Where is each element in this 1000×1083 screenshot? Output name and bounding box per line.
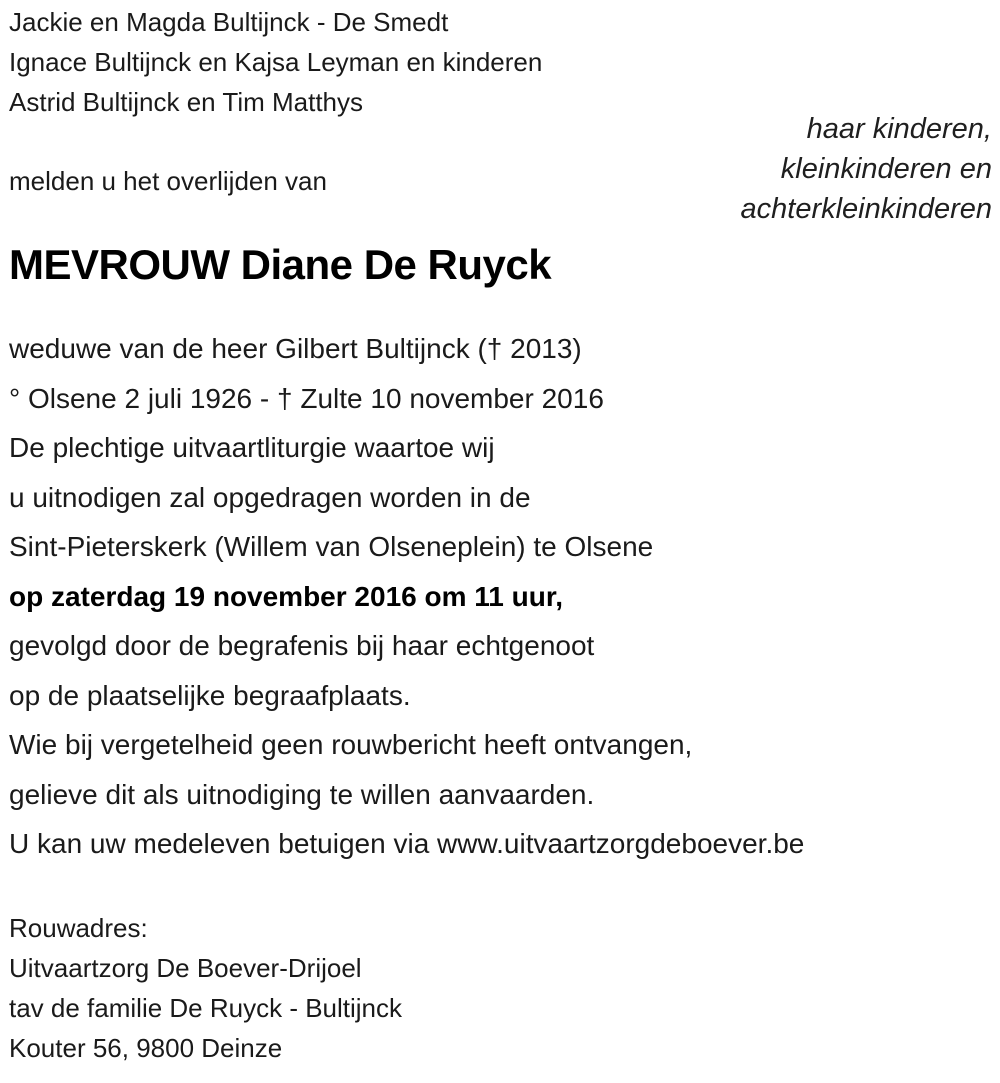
relatives-line: achterkleinkinderen	[740, 193, 992, 225]
mourning-address-label: Rouwadres:	[9, 913, 148, 943]
relatives-line: kleinkinderen en	[780, 153, 992, 185]
service-datetime-line: op zaterdag 19 november 2016 om 11 uur,	[9, 580, 563, 612]
relatives-block	[741, 109, 992, 229]
burial-line: gevolgd door de begrafenis bij haar echtgenoot	[9, 630, 595, 661]
mourning-address-line: Kouter 56, 9800 Deinze	[9, 1033, 283, 1063]
service-line: De plechtige uitvaartliturgie waartoe wij	[9, 432, 495, 463]
relatives-line: haar kinderen,	[806, 113, 992, 145]
mourning-address-block	[9, 908, 402, 1068]
condolence-website-line: U kan uw medeleven betuigen via www.uitvaartzorgdeboever.be	[9, 828, 805, 859]
announcer-line: Ignace Bultijnck en Kajsa Leyman en kinderen	[9, 47, 543, 77]
burial-line: op de plaatselijke begraafplaats.	[9, 679, 411, 711]
mourning-address-line: tav de familie De Ruyck - Bultijnck	[9, 993, 403, 1023]
invitation-notice-line: gelieve dit als uitnodiging te willen aanvaarden.	[9, 778, 595, 810]
announcer-line: Jackie en Magda Bultijnck - De Smedt	[9, 7, 449, 37]
widow-of-line: weduwe van de heer Gilbert Bultijnck († 2013)	[9, 333, 582, 364]
service-location-line: Sint-Pieterskerk (Willem van Olseneplein) te Olsene	[9, 531, 654, 562]
birth-death-dates-line: ° Olsene 2 juli 1926 - † Zulte 10 november 2016	[9, 382, 604, 414]
announcement-body	[9, 324, 804, 869]
service-line: u uitnodigen zal opgedragen worden in de	[9, 481, 531, 513]
mourning-address-line: Uitvaartzorg De Boever-Drijoel	[9, 953, 362, 983]
invitation-notice-line: Wie bij vergetelheid geen rouwbericht heeft ontvangen,	[9, 729, 693, 760]
announcers-block	[9, 2, 542, 122]
deceased-name-title: MEVROUW Diane De Ruyck	[9, 241, 552, 288]
announcer-line: Astrid Bultijnck en Tim Matthys	[9, 87, 363, 117]
intro-line: melden u het overlijden van	[9, 166, 327, 196]
